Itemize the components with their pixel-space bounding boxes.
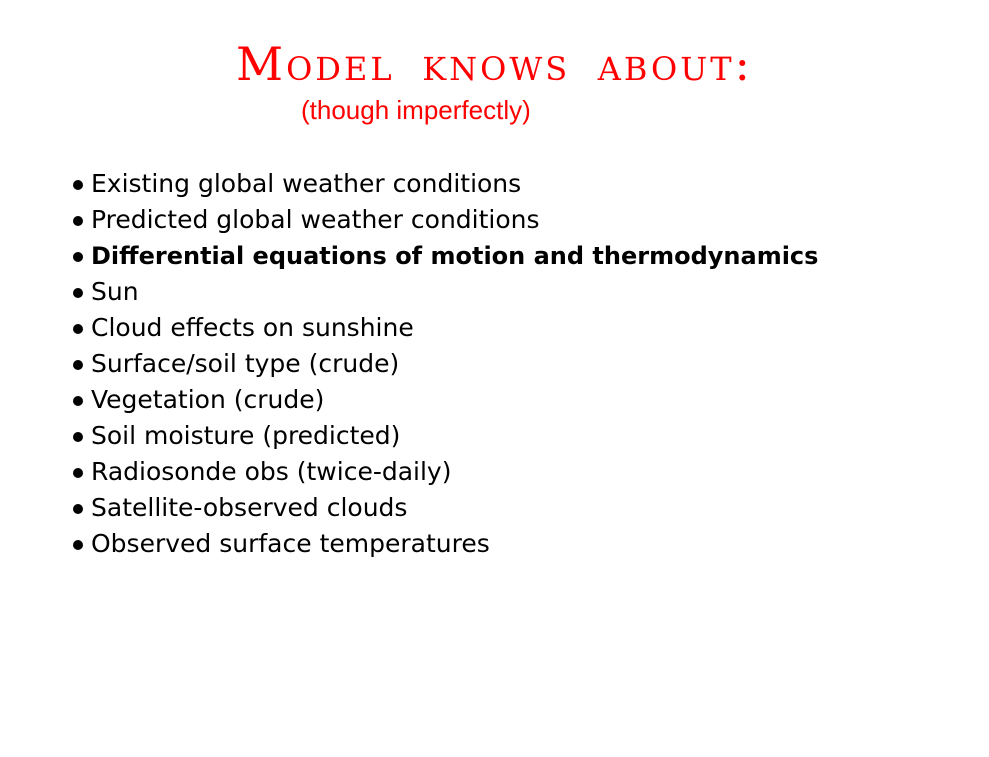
list-item [72, 418, 818, 454]
list-item [72, 310, 818, 346]
list-item-text: Differential equations of motion and thermodynamics [91, 242, 819, 270]
list-item [72, 202, 818, 238]
bullet-icon [73, 540, 83, 550]
list-item [72, 382, 818, 418]
bullet-icon [73, 180, 83, 190]
bullet-icon [73, 468, 83, 478]
bullet-icon [73, 252, 83, 262]
list-item-text: Cloud effects on sunshine [91, 313, 414, 342]
list-item [72, 238, 818, 274]
list-item-text: Existing global weather conditions [91, 169, 522, 198]
bullet-icon [73, 504, 83, 514]
list-item [72, 490, 818, 526]
bullet-list [72, 166, 818, 562]
list-item-text: Soil moisture (predicted) [91, 421, 401, 450]
list-item-text: Satellite-observed clouds [91, 493, 408, 522]
list-item [72, 454, 818, 490]
bullet-icon [73, 288, 83, 298]
slide-subtitle: (though imperfectly) [301, 95, 531, 125]
list-item [72, 274, 818, 310]
bullet-icon [73, 324, 83, 334]
bullet-icon [73, 396, 83, 406]
slide-title: Model knows about: [235, 37, 754, 91]
bullet-icon [73, 432, 83, 442]
list-item-text: Observed surface temperatures [91, 529, 490, 558]
list-item-text: Vegetation (crude) [91, 385, 325, 414]
list-item [72, 346, 818, 382]
bullet-icon [73, 216, 83, 226]
list-item-text: Surface/soil type (crude) [91, 349, 400, 378]
list-item [72, 166, 818, 202]
list-item [72, 526, 818, 562]
bullet-icon [73, 360, 83, 370]
list-item-text: Radiosonde obs (twice-daily) [91, 457, 452, 486]
list-item-text: Sun [91, 277, 139, 306]
list-item-text: Predicted global weather conditions [91, 205, 540, 234]
